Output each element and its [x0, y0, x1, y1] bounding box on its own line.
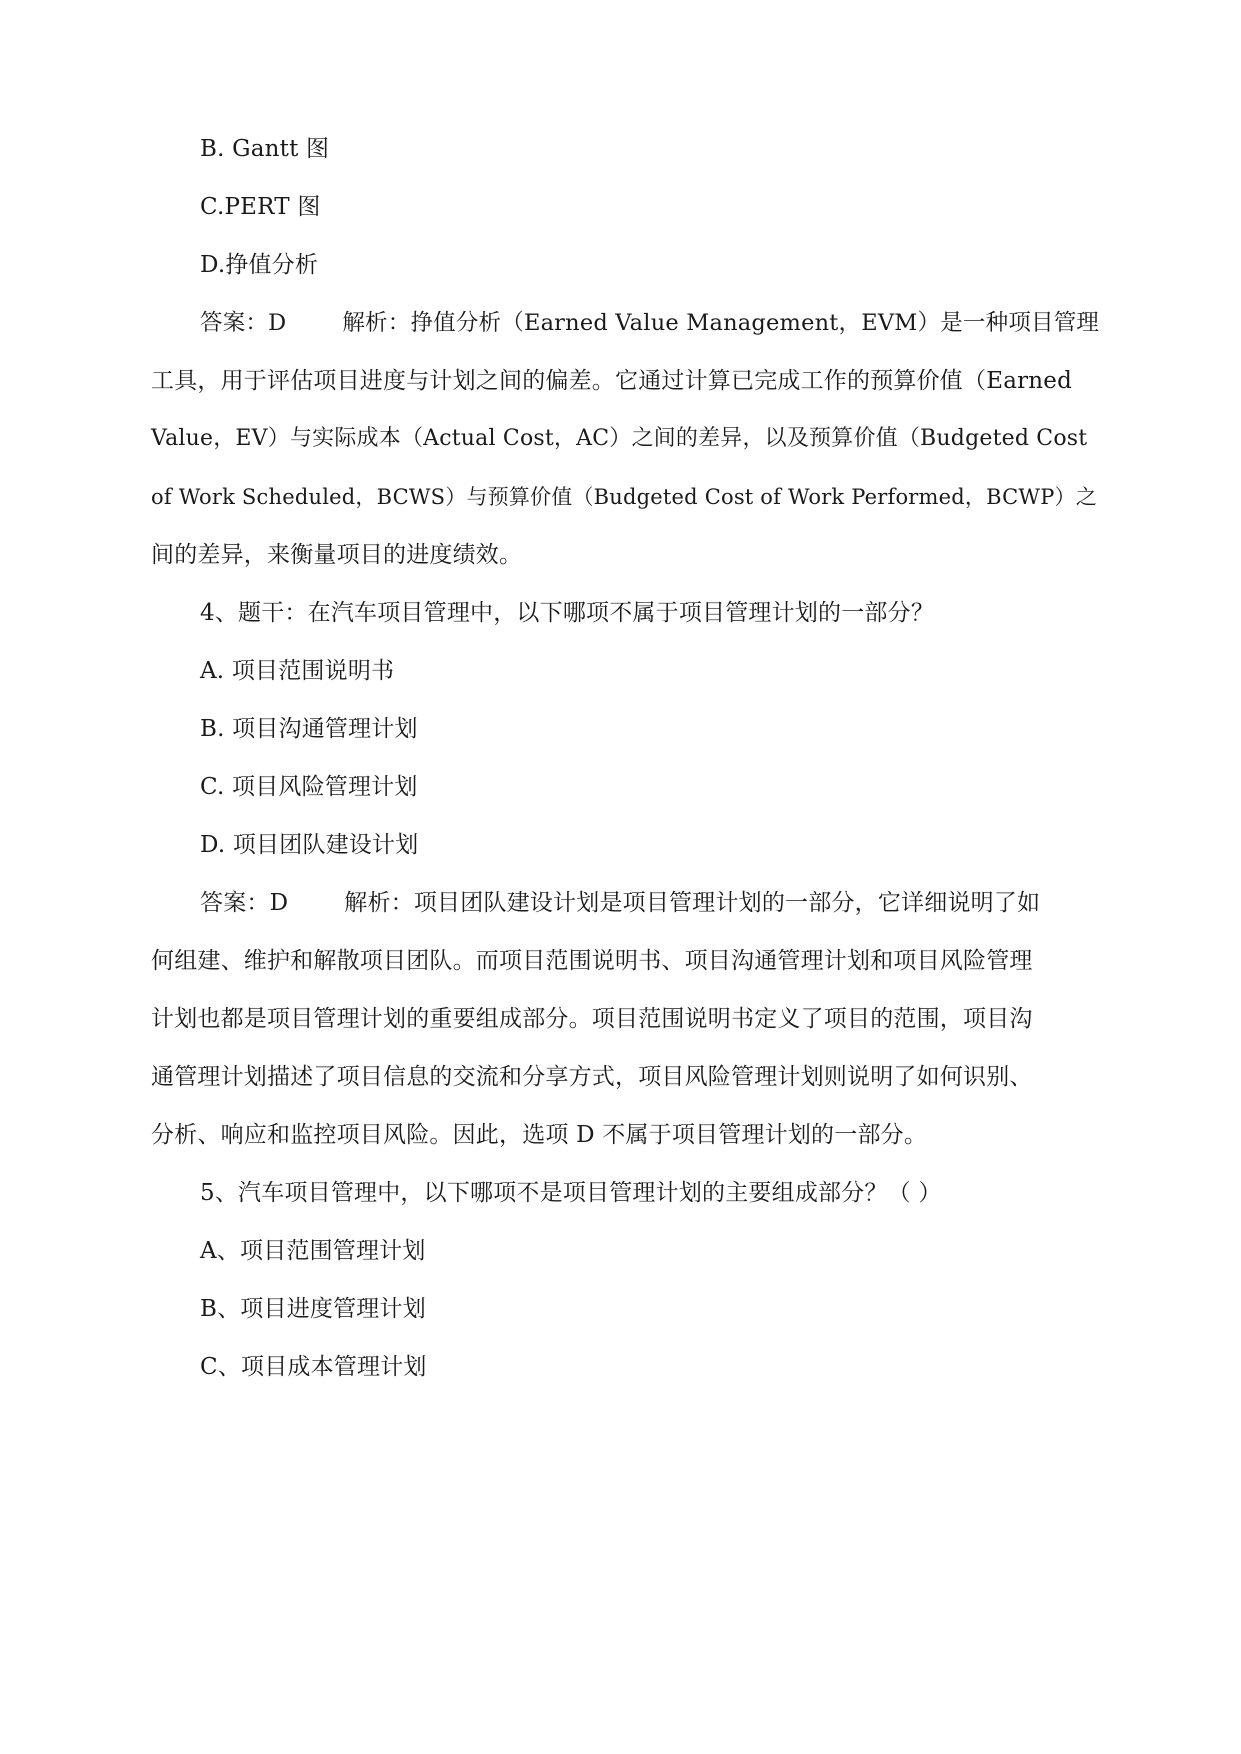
q5-option-c: C、项目成本管理计划 [200, 1354, 427, 1380]
q3-answer-label: 答案：D [200, 310, 287, 336]
q5-stem: 5、汽车项目管理中，以下哪项不是项目管理计划的主要组成部分？（ ） [200, 1180, 942, 1206]
q3-analysis-line-1: 解析：挣值分析（Earned Value Management，EVM）是一种项目管理 [342, 310, 1100, 336]
q4-analysis-line-3: 计划也都是项目管理计划的重要组成部分。项目范围说明书定义了项目的范围，项目沟 [151, 1006, 1033, 1032]
q4-option-a: A. 项目范围说明书 [200, 658, 395, 684]
q3-option-d: D.挣值分析 [200, 252, 319, 278]
q4-stem: 4、题干：在汽车项目管理中，以下哪项不属于项目管理计划的一部分？ [200, 600, 935, 626]
q3-analysis-line-2: 工具，用于评估项目进度与计划之间的偏差。它通过计算已完成工作的预算价值（Earned [151, 368, 1073, 394]
q4-option-b: B. 项目沟通管理计划 [200, 716, 418, 742]
q4-option-c: C. 项目风险管理计划 [200, 774, 418, 800]
q3-analysis-line-3: Value，EV）与实际成本（Actual Cost，AC）之间的差异，以及预算价值（Budgeted Cost [151, 426, 1088, 451]
q3-analysis-line-4: of Work Scheduled，BCWS）与预算价值（Budgeted Cost of Work Performed，BCWP）之 [151, 485, 1097, 509]
q3-analysis-line-5: 间的差异，来衡量项目的进度绩效。 [151, 542, 523, 568]
q4-analysis-line-2: 何组建、维护和解散项目团队。而项目范围说明书、项目沟通管理计划和项目风险管理 [151, 948, 1033, 974]
q3-option-b: B. Gantt 图 [200, 136, 330, 162]
q5-option-a: A、项目范围管理计划 [200, 1238, 426, 1264]
q4-analysis-line-5: 分析、响应和监控项目风险。因此，选项 D 不属于项目管理计划的一部分。 [151, 1122, 928, 1148]
q4-answer-line [200, 888, 1040, 918]
q4-option-d: D. 项目团队建设计划 [200, 832, 419, 858]
q4-analysis-line-4: 通管理计划描述了项目信息的交流和分享方式，项目风险管理计划则说明了如何识别、 [151, 1064, 1033, 1090]
q3-answer-line [200, 308, 1099, 338]
q4-analysis-line-1: 解析：项目团队建设计划是项目管理计划的一部分，它详细说明了如 [344, 890, 1041, 916]
q5-option-b: B、项目进度管理计划 [200, 1296, 426, 1322]
q4-answer-label: 答案：D [200, 890, 289, 916]
q3-option-c: C.PERT 图 [200, 194, 321, 220]
